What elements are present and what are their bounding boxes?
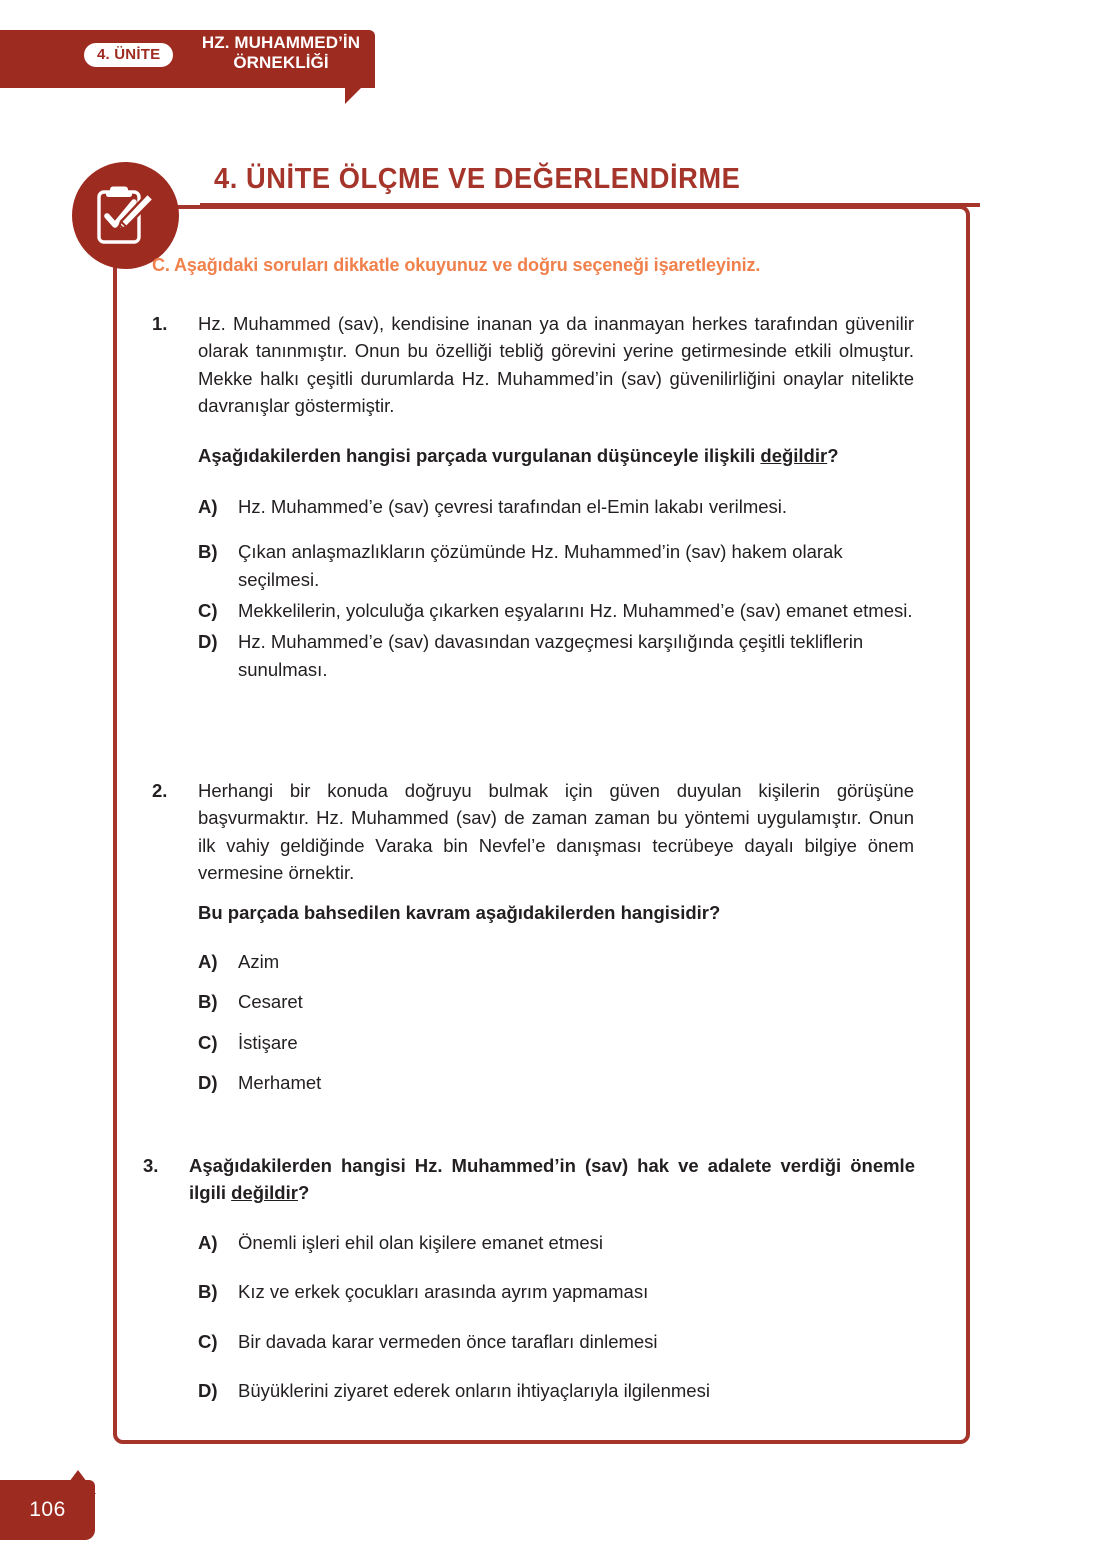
option-1-c-letter: C) bbox=[198, 600, 218, 621]
option-2-b-letter: B) bbox=[198, 991, 218, 1013]
option-2-c[interactable] bbox=[198, 1029, 914, 1056]
option-3-a-letter: A) bbox=[198, 1231, 218, 1253]
section-title-divider bbox=[200, 203, 980, 207]
option-3-d-text: Büyüklerini ziyaret ederek onların ihtiyaçlarıyla ilgilenmesi bbox=[238, 1379, 710, 1401]
option-1-d-letter: D) bbox=[198, 631, 218, 653]
clipboard-check-pencil-icon bbox=[72, 162, 179, 269]
option-1-d-text: Hz. Muhammed’e (sav) davasından vazgeçmesi karşılığında çeşitli tekliflerin sunulması. bbox=[238, 631, 864, 680]
option-2-b-text: Cesaret bbox=[238, 991, 303, 1013]
unit-title bbox=[186, 33, 376, 73]
unit-banner-tail-icon bbox=[345, 88, 377, 104]
option-3-d-letter: D) bbox=[198, 1379, 218, 1401]
question-2-options bbox=[198, 948, 914, 1097]
option-1-c-text: Mekkelilerin, yolculuğa çıkarken eşyalarını Hz. Muhammed’e (sav) emanet etmesi. bbox=[238, 600, 913, 621]
unit-banner bbox=[0, 30, 375, 88]
instruction-text: C. Aşağıdaki soruları dikkatle okuyunuz ve doğru seçeneği işaretleyiniz. bbox=[152, 255, 761, 275]
question-2-head bbox=[152, 777, 914, 887]
option-2-b[interactable] bbox=[198, 988, 914, 1015]
section-title-row bbox=[200, 163, 980, 211]
question-2-stem: Herhangi bir konuda doğruyu bulmak için güven duyulan kişilerin görüşüne başvurmaktır. Hz. Muhammed (sav) de zaman zaman bu yöntemi uygulamıştır. Onun ilk vahiy geldiğinde Varaka bin Nevfel’e danışması tecrübeye dayalı bilgiye önem vermesine örnektir. bbox=[198, 780, 914, 884]
question-1-prompt bbox=[198, 442, 914, 469]
question-2-number: 2. bbox=[152, 780, 168, 801]
question-3-number: 3. bbox=[143, 1155, 159, 1176]
question-1-prompt-emphasis: değildir bbox=[760, 444, 828, 466]
option-2-d-letter: D) bbox=[198, 1072, 218, 1093]
option-3-a-text: Önemli işleri ehil olan kişilere emanet etmesi bbox=[238, 1231, 604, 1253]
question-2-prompt-before: Bu parçada bahsedilen kavram aşağıdakilerden hangisidir? bbox=[198, 901, 721, 923]
option-3-c[interactable] bbox=[198, 1328, 915, 1355]
question-1-options bbox=[198, 493, 914, 683]
option-1-d[interactable] bbox=[198, 628, 914, 683]
option-1-b-text: Çıkan anlaşmazlıkların çözümünde Hz. Muhammed’in (sav) hakem olarak seçilmesi. bbox=[238, 541, 843, 590]
question-1-stem: Hz. Muhammed (sav), kendisine inanan ya da inanmayan herkes tarafından güvenilir olarak tanınmıştır. Onun bu özelliği tebliğ görevini yerine getirmesinde etkili olmuştur. Mekke halkı çeşitli durumlarda Hz. Muhammed’in (sav) güvenilirliğini onaylar nitelikte davranışlar göstermiştir. bbox=[198, 313, 914, 417]
option-2-c-text: İstişare bbox=[238, 1031, 298, 1053]
question-block-1 bbox=[152, 310, 914, 683]
question-1-number: 1. bbox=[152, 313, 168, 334]
unit-number-pill: 4. ÜNİTE bbox=[84, 43, 173, 67]
page-title: 4. ÜNİTE ÖLÇME VE DEĞERLENDİRME bbox=[214, 163, 741, 195]
option-3-c-text: Bir davada karar vermeden önce tarafları dinlemesi bbox=[238, 1330, 658, 1352]
question-2-prompt bbox=[198, 899, 914, 926]
question-3-prompt bbox=[189, 1152, 915, 1207]
option-1-a[interactable] bbox=[198, 493, 914, 520]
question-block-3 bbox=[143, 1152, 915, 1404]
option-2-a-letter: A) bbox=[198, 950, 218, 972]
option-1-b[interactable] bbox=[198, 538, 914, 593]
option-1-a-letter: A) bbox=[198, 495, 218, 517]
option-1-c[interactable] bbox=[198, 597, 914, 624]
option-3-d[interactable] bbox=[198, 1377, 915, 1404]
question-3-head bbox=[143, 1152, 915, 1207]
option-3-a[interactable] bbox=[198, 1229, 915, 1256]
question-3-prompt-after: ? bbox=[297, 1182, 310, 1204]
option-3-b-letter: B) bbox=[198, 1281, 218, 1303]
option-1-a-text: Hz. Muhammed’e (sav) çevresi tarafından el-Emin lakabı verilmesi. bbox=[238, 495, 788, 517]
page-number-tab bbox=[0, 1480, 95, 1540]
option-3-b-text: Kız ve erkek çocukları arasında ayrım yapmaması bbox=[238, 1281, 649, 1303]
option-1-b-letter: B) bbox=[198, 541, 218, 563]
option-2-c-letter: C) bbox=[198, 1031, 218, 1053]
question-3-options bbox=[198, 1229, 915, 1405]
unit-title-line-1: HZ. MUHAMMED’İN bbox=[201, 33, 361, 52]
option-2-a-text: Azim bbox=[238, 950, 280, 972]
question-3-prompt-emphasis: değildir bbox=[231, 1182, 298, 1204]
question-3-prompt-before: Aşağıdakilerden hangisi Hz. Muhammed’in (sav) hak ve adalete verdiği önemle ilgili bbox=[189, 1155, 915, 1204]
question-block-2 bbox=[152, 777, 914, 1096]
option-2-d-text: Merhamet bbox=[238, 1072, 322, 1093]
unit-title-line-2: ÖRNEKLİĞİ bbox=[233, 53, 329, 73]
option-3-c-letter: C) bbox=[198, 1330, 218, 1352]
question-1-prompt-after: ? bbox=[827, 444, 839, 466]
option-2-d[interactable] bbox=[198, 1069, 914, 1096]
question-1-prompt-before: Aşağıdakilerden hangisi parçada vurgulanan düşünceyle ilişkili bbox=[198, 444, 761, 466]
option-3-b[interactable] bbox=[198, 1278, 915, 1305]
page-number: 106 bbox=[29, 1498, 66, 1521]
question-1-head bbox=[152, 310, 914, 420]
option-2-a[interactable] bbox=[198, 948, 914, 975]
